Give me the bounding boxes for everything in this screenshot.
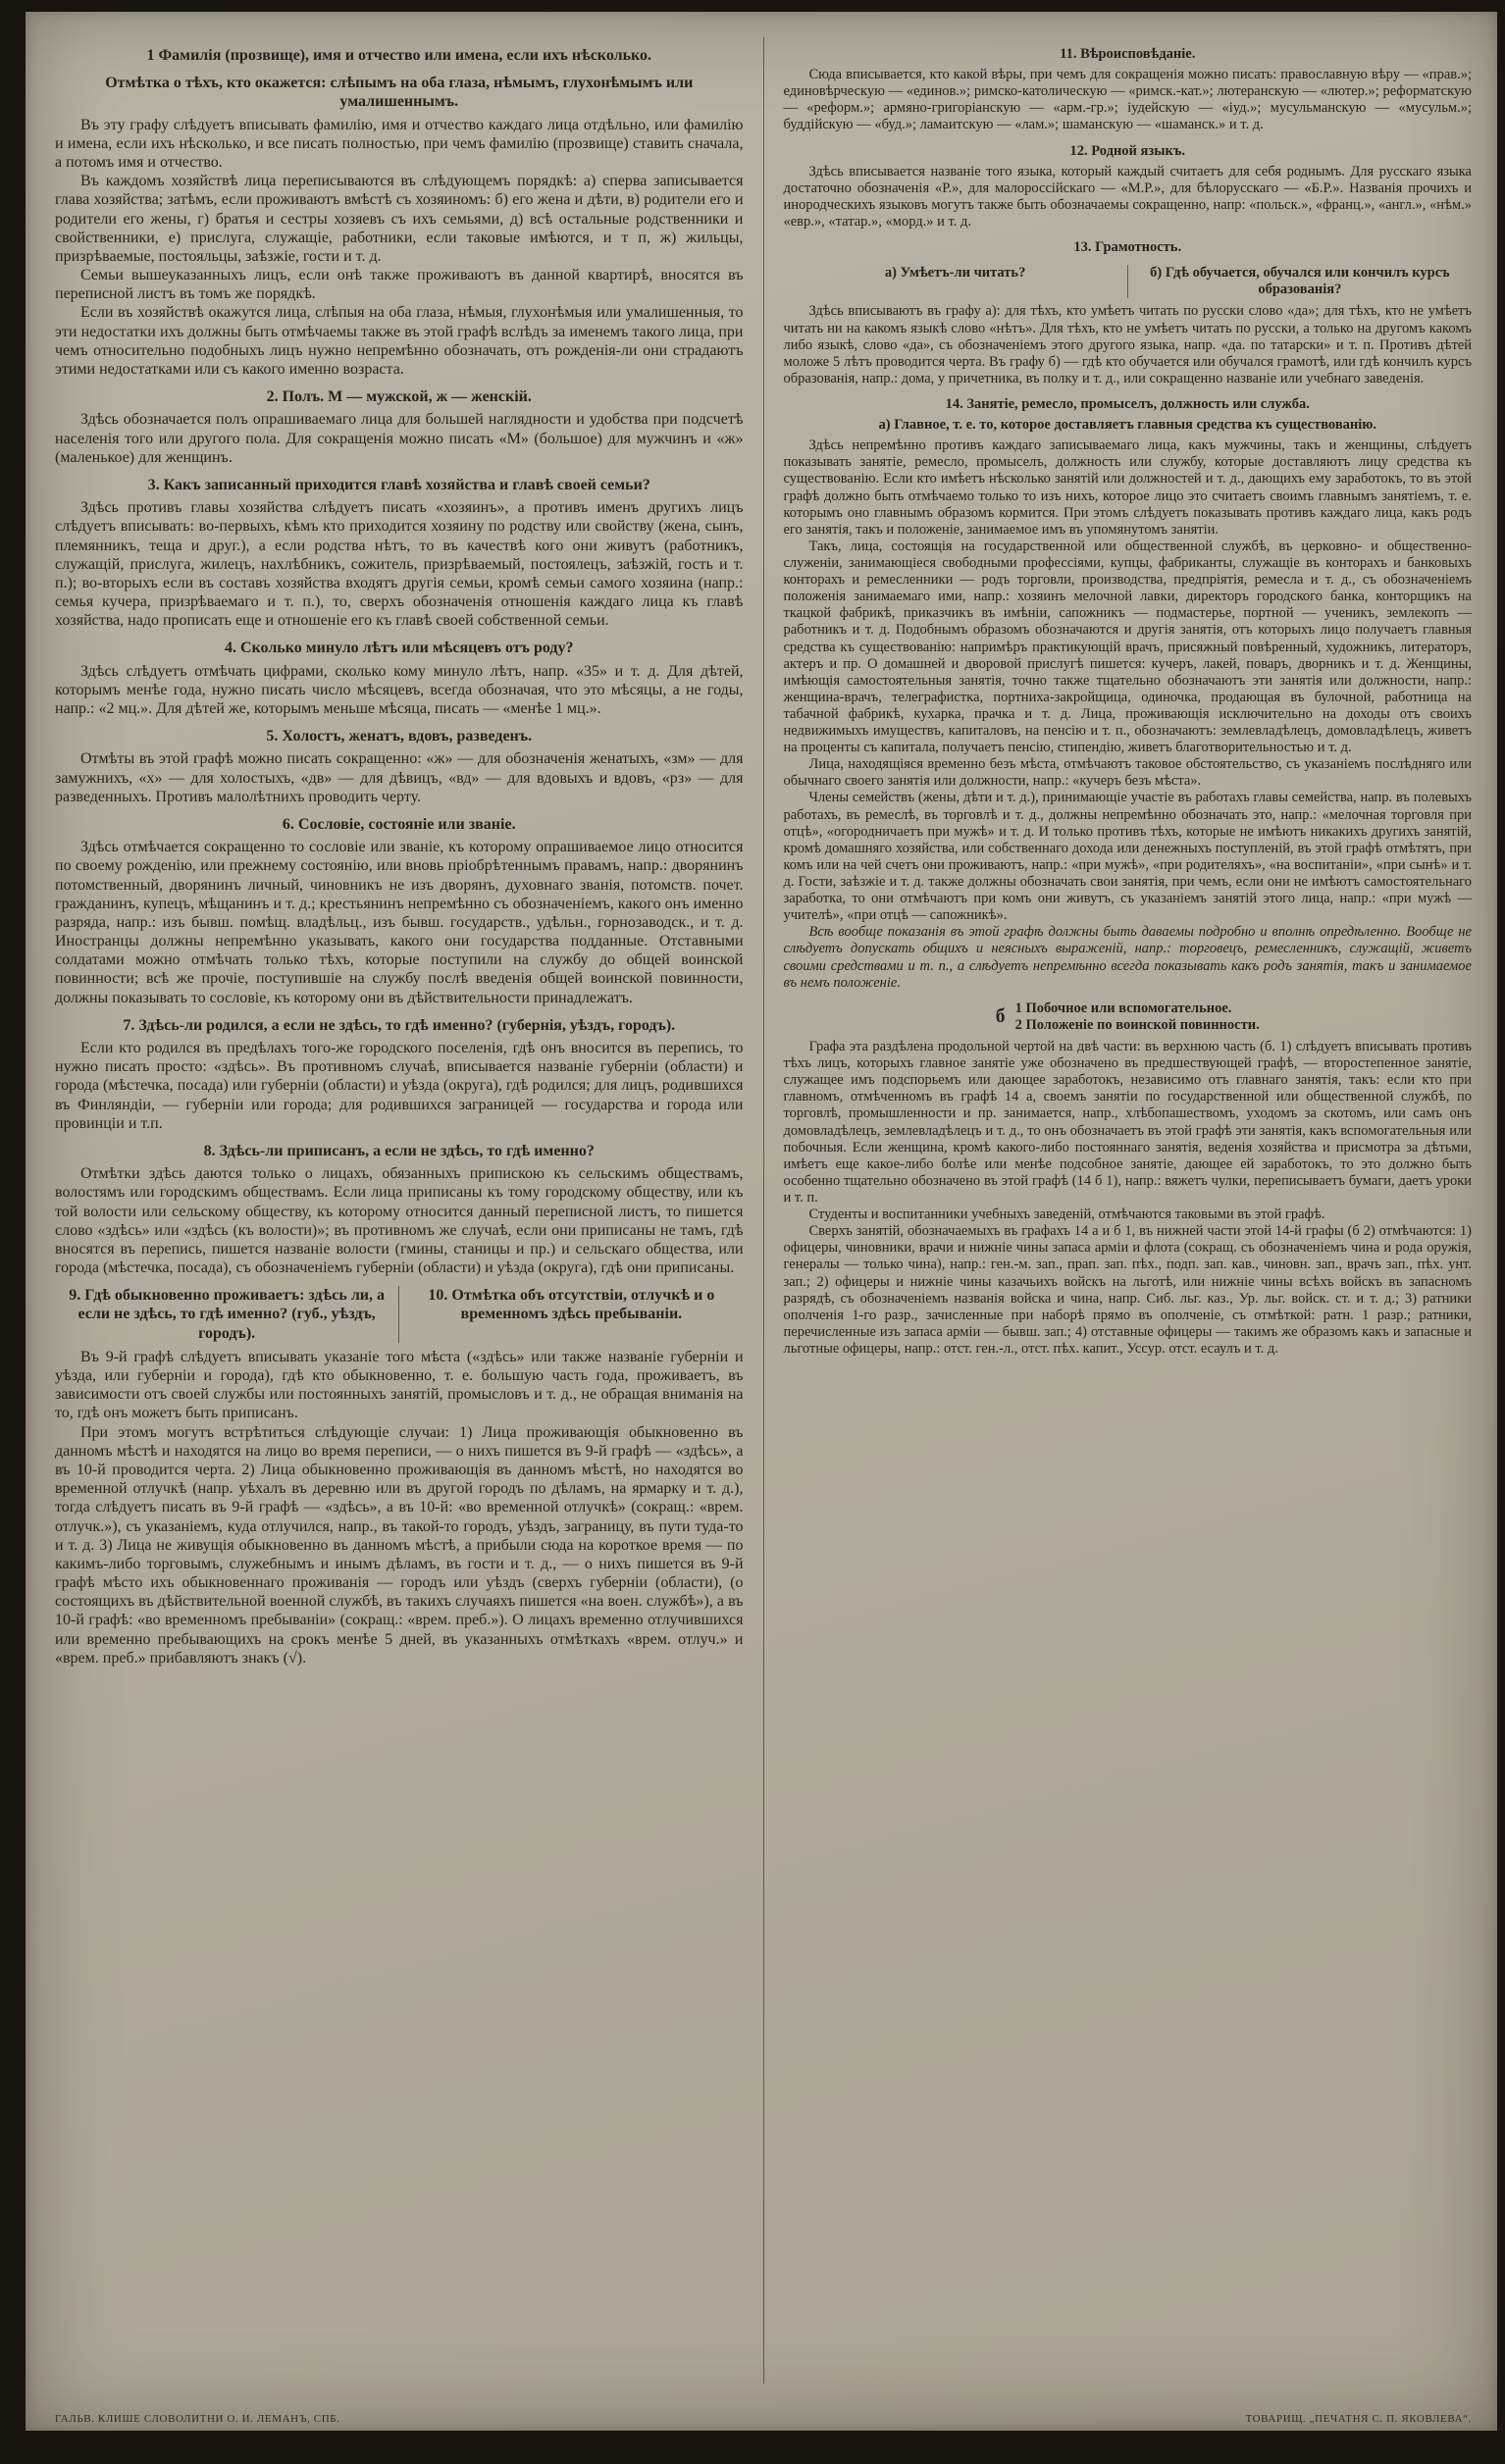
paragraph: Если въ хозяйствѣ окажутся лица, слѣпыя на оба глаза, нѣмыя, глухонѣмыя или умалишенныя, то эти недостатки ихъ должны быть отмѣчаемы также въ этой графѣ вслѣдъ за именемъ такого лица, при чемъ относительно подобныхъ лицъ нужно непремѣнно обозначать, отъ рожденія-ли они страдаютъ этими недостатками или съ какого именно возраста. [55, 304, 744, 378]
paragraph: Сюда вписывается, кто какой вѣры, при чемъ для сокращенія можно писать: православную вѣру — «прав.»; единовѣрческую — «единов.»; римско-католическую — «римск.-кат.»; лютеранскую — «лютер.»; реформатскую — «реформ.»; армяно-григоріанскую — «арм.-гр.»; іудейскую — «іуд.»; мусульманскую — «мусульм.»; буддійскую — «буд.»; ламаитскую — «лам.»; шаманскую — «шаманск.» и т. д. [783, 67, 1472, 133]
right-column [764, 37, 1473, 2384]
section-heading: а) Главное, т. е. то, которое доставляетъ главныя средства къ существованію. [878, 417, 1376, 434]
paragraph: Здѣсь отмѣчается сокращенно то сословіе или званіе, къ которому опрашиваемое лицо относится по своему рожденію, или прежнему состоянію, или вновь пріобрѣтеннымъ правамъ, напр.: дворянинъ потомственный, дворянинъ личный, чиновникъ не изъ дворянъ, духовнаго званія, потомств. почет. гражданинъ, купецъ, мѣщанинъ и т. д.; крестьянинъ непремѣнно съ обозначеніемъ, какого онъ именно разряда, напр.: изъ бывш. помѣщ. владѣльц., изъ бывш. государств., удѣльн., горнозаводск., и т. д. Иностранцы должны непремѣнно указывать, какого они государства подданные. Отставными солдатами можно отмѣчать только тѣхъ, которые поступили на службу до общей воинской повинности; всѣ же прочіе, поступившіе на службу послѣ введенія общей воинской повинности, должны показывать то сословіе, къ которому они въ дѣйствительности принадлежатъ. [55, 839, 744, 1006]
section-heading: 1 Фамилія (прозвище), имя и отчество или имена, если ихъ нѣсколько. [146, 47, 652, 64]
paragraph: Графа эта раздѣлена продольной чертой на двѣ части: въ верхнюю часть (б. 1) слѣдуетъ вписывать противъ тѣхъ лицъ, которыхъ главное занятіе уже обозначено въ предшествующей графѣ, — второстепенное занятіе, служащее имъ подспорьемъ или дающее заработокъ, независимо отъ главнаго занятія, такъ: если кто при главномъ, отмѣченномъ въ графѣ 14 а, своемъ занятіи по государственной или общественной службѣ, по торговлѣ, промышленности и пр. занимается, напр., хлѣбопашествомъ, уходомъ за скотомъ, или самъ онъ домовладѣлецъ, землевладѣлецъ и т. д., то онъ обозначаетъ въ этой графѣ эти занятія, какъ вспомогательныя или побочныя. Если женщина, кромѣ какого-либо постояннаго занятія, веденія хозяйства и присмотра за дѣтьми, имѣетъ еще какое-либо болѣе или менѣе подсобное занятіе, дающее ей заработокъ, то это должно быть особенно тщательно обозначено въ этой графѣ (14 б 1), напр.: вяжетъ чулки, переписываетъ бумаги, даетъ уроки и т. п. [783, 1039, 1472, 1206]
paragraph: Студенты и воспитанники учебныхъ заведеній, отмѣчаются таковыми въ этой графѣ. [808, 1206, 1325, 1223]
paragraph: Отмѣтки здѣсь даются только о лицахъ, обязанныхъ припискою къ сельскимъ обществамъ, волостямъ или городскимъ обществамъ. Если лица приписаны къ тому городскому обществу, или къ той волости или сельскому обществу, къ которому относится данный переписной листъ, то пишется слово «здѣсь» или «здѣсь (къ волости)»; въ противномъ же случаѣ, если они приписаны не тамъ, гдѣ вносятся въ перепись, пишется названіе волости (гмины, станицы и пр.) и сельскаго общества, или города (мѣстечка, посада), съ обозначеніемъ губерніи (области) и уѣзда (округа), гдѣ они приписаны. [55, 1165, 744, 1277]
split-heading-left: а) Умѣетъ-ли читать? [884, 265, 1026, 282]
section-heading: 7. Здѣсь-ли родился, а если не здѣсь, то гдѣ именно? (губернія, уѣздъ, городъ). [123, 1016, 676, 1034]
paragraph: Сверхъ занятій, обозначаемыхъ въ графахъ 14 а и б 1, въ нижней части этой 14-й графы (б 2) отмѣчаются: 1) офицеры, чиновники, врачи и нижніе чины запаса арміи и флота (сокращ. съ обозначеніемъ чина и рода оружія, генералы — только чина), напр.: ген.-м. зап., прап. зап. пѣх., подп. зап. кав., чиновн. зап., врачъ зап., пѣх. унт. зап.; 2) офицеры и нижніе чины казачьихъ войскъ на льготѣ, или нижніе чины всѣхъ войскъ въ запасномъ разрядѣ, съ обозначеніемъ названія войска и чина, напр. Сиб. льг. каз., Ур. льг. войск. ст. и т. д.; 3) ратники ополченія 1-го разр., зачисленные при наборѣ прямо въ ополченіе, съ отмѣткой: ратн. 1 разр.; ратники, перечисленные изъ запаса арміи — бывш. зап.; 4) отставные офицеры — такимъ же образомъ какъ и запасные и льготные офицеры, напр.: отст. ген.-л., отст. пѣх. капит., Уссур. отст. есаулъ и т. д. [783, 1223, 1472, 1357]
paragraph: Всѣ вообще показанія въ этой графѣ должны быть даваемы подробно и вполнѣ опредѣленно. Вообще не слѣдуетъ допускать общихъ и неясныхъ выраженій, напр.: торговецъ, ремесленникъ, служащій, живетъ своими средствами и т. п., а слѣдуетъ непремѣнно всегда показывать какъ родъ занятія, такъ и занимаемое въ немъ положеніе. [783, 924, 1472, 991]
paragraph: Здѣсь непремѣнно противъ каждаго записываемаго лица, какъ мужчины, такъ и женщины, слѣдуетъ показывать занятіе, ремесло, промыселъ, должность или службу, которые доставляютъ лицу средства къ существованію. Если кто имѣетъ нѣсколько занятій или должностей и т. д., дающихъ ему заработокъ, то въ этой графѣ должно быть отмѣчаемо только то изъ нихъ, которое лицо это считаетъ своимъ главнымъ занятіемъ, т. е. которымъ оно главнымъ образомъ кормится. При этомъ слѣдуетъ показывать противъ каждаго лица, какъ родъ его занятія, такъ и положеніе, занимаемое имъ въ упомянутомъ занятіи. [783, 437, 1472, 538]
brace-letter: б [995, 1006, 1006, 1028]
split-heading-right: б) Гдѣ обучается, обучался или кончилъ курсъ образованія? [1150, 265, 1450, 298]
paragraph: Если кто родился въ предѣлахъ того-же городского поселенія, гдѣ онъ вносится въ перепись, то нужно писать просто: «здѣсь». Въ противномъ случаѣ, вписывается названіе губерніи (области) и города (мѣстечка, посада) или губерніи (области) и уѣзда (округа), гдѣ родился; для лицъ, родившихся въ Финляндіи, — губерніи или города; для родившихся заграницей — государства и города или провинціи и т.п. [55, 1040, 744, 1132]
section-heading: 14. Занятіе, ремесло, промыселъ, должность или служба. [945, 395, 1310, 412]
left-column [55, 37, 763, 2384]
paragraph: Здѣсь слѣдуетъ отмѣчать цифрами, сколько кому минуло лѣтъ, напр. «35» и т. д. Для дѣтей, которымъ менѣе года, нужно писать число мѣсяцевъ, всегда обозначая, что это мѣсяцы, а не годы, напр.: «2 мц.». Для дѣтей же, которымъ меньше мѣсяца, писать — «менѣе 1 мц.». [55, 662, 744, 717]
section-heading: 3. Какъ записанный приходится главѣ хозяйства и главѣ своей семьи? [147, 476, 650, 493]
paragraph: Члены семействъ (жены, дѣти и т. д.), принимающіе участіе въ работахъ главы семейства, напр. въ полевыхъ работахъ, въ ремеслѣ, въ торговлѣ и т. д., должны непремѣнно обозначать это, напр.: «мелочная торговля при отцѣ», «огородничаетъ при мужѣ» и т. д. И только противъ тѣхъ, которые не имѣютъ никакихъ другихъ занятій, кромѣ домашняго хозяйства, или собственнаго дохода или денежныхъ поступленій, въ этой графѣ отмѣтятъ, при комъ или на чей счетъ они проживаютъ, напр.: «при мужѣ», «при родителяхъ», «на воспитаніи», «при сынѣ» и т. д. Гости, заѣзжіе и т. д. также должны обозначать свои занятія, при чемъ, если они не имѣютъ самостоятельнаго заработка, то они отмѣчаютъ при комъ они живутъ, съ указаніемъ занятій этого лица, напр.: «при мужѣ — учителѣ», «при отцѣ — сапожникѣ». [783, 790, 1472, 924]
paragraph: Здѣсь вписывается названіе того языка, который каждый считаетъ для себя роднымъ. Для русскаго языка достаточно обозначенія «Р.», для малороссійскаго — «М.Р.», для бѣлорусскаго — «Б.Р.». Названія прочихъ и инородческихъ языковъ могутъ также быть обозначаемы сокращенно, напр: «польск.», «франц.», «англ.», «нѣм.» «евр.», «татар.», «морд.» и т. д. [783, 163, 1472, 230]
split-heading [784, 265, 1473, 298]
document-page [26, 12, 1497, 2431]
printer-imprint-left: ГАЛЬВ. КЛИШЕ СЛОВОЛИТНИ О. И. ЛЕМАНЪ, СПБ. [55, 2413, 340, 2425]
page-content [55, 37, 1472, 2384]
paragraph: Здѣсь противъ главы хозяйства слѣдуетъ писать «хозяинъ», а противъ именъ другихъ лицъ слѣдуетъ вписывать: во-первыхъ, кѣмъ кто приходится хозяину по родству или свойству (жена, сынъ, племянникъ, теща и друг.), а если родства нѣтъ, то въ качествѣ кого они живутъ (работникъ, служащій, прислуга, жилецъ, нахлѣбникъ, сожитель, призрѣваемый, постоялецъ, заѣзжій, гость и т. п.); во-вторыхъ если въ составъ хозяйства входятъ другія семьи, кромѣ семьи самого хозяина (напр.: семья кучера, призрѣваемаго и т. п.), то, сверхъ обозначенія отношенія каждаго лица къ главѣ хозяйства, надо прописать еще и отношеніе его къ главѣ своей собственной семьи. [55, 499, 744, 630]
section-heading: 11. Вѣроисповѣданіе. [1060, 46, 1196, 62]
section-heading: 12. Родной языкъ. [1069, 142, 1185, 159]
section-heading: 8. Здѣсь-ли приписанъ, а если не здѣсь, то гдѣ именно? [203, 1142, 595, 1159]
split-heading-left: 9. Гдѣ обыкновенно проживаетъ: здѣсь ли, а если не здѣсь, то гдѣ именно? (губ., уѣздъ, городъ). [69, 1287, 386, 1342]
paragraph: Въ каждомъ хозяйствѣ лица переписываются въ слѣдующемъ порядкѣ: а) сперва записывается глава хозяйства; затѣмъ, если проживаютъ вмѣстѣ съ хозяиномъ: б) его жена и дѣти, в) родители его и родители его жены, г) братья и сестры хозяевъ съ ихъ семьями, д) всѣ остальные родственники и свойственники, е) прислуга, служащіе, работники, если таковые имѣются, и т п, ж) жильцы, призрѣваемые, постояльцы, заѣзжіе, гости и т. д. [55, 173, 744, 265]
paragraph: Семьи вышеуказанныхъ лицъ, если онѣ также проживаютъ въ данной квартирѣ, вносятся въ переписной листъ въ томъ же порядкѣ. [55, 267, 744, 303]
paragraph: Здѣсь обозначается полъ опрашиваемаго лица для большей наглядности и удобства при подсчетѣ населенія того или другого пола. Для сокращенія можно писать «М» (большое) для мужчинъ и «ж» (маленькое) для женщинъ. [55, 411, 744, 466]
section-heading: 13. Грамотность. [1073, 239, 1182, 256]
split-heading-right: 10. Отмѣтка объ отсутствіи, отлучкѣ и о временномъ здѣсь пребываніи. [428, 1287, 715, 1323]
printer-imprint-right: ТОВАРИЩ. „ПЕЧАТНЯ С. П. ЯКОВЛЕВА“. [1245, 2413, 1472, 2425]
paragraph: Лица, находящіяся временно безъ мѣста, отмѣчаютъ таковое обстоятельство, съ указаніемъ послѣдняго или обычнаго своего занятія или должности, напр.: «кучеръ безъ мѣста». [783, 756, 1472, 790]
paragraph: Въ 9-й графѣ слѣдуетъ вписывать указаніе того мѣста («здѣсь» или также названіе губерніи и уѣзда, или губерніи и города), гдѣ кто обыкновенно, т. е. большую часть года, проживаетъ, въ зависимости отъ своей службы или постоянныхъ занятій, промысловъ и т. д., не обращая вниманія на то, гдѣ онъ можетъ быть приписанъ. [55, 1348, 744, 1422]
paragraph: Такъ, лица, состоящія на государственной или общественной службѣ, въ церковно- и общественно-служеніи, занимающіеся свободными профессіями, купцы, фабриканты, служащіе въ конторахъ и банковыхъ конторахъ и ремесленники — родъ торговли, производства, предпріятія, ремесла и т. д., съ обозначеніемъ положенія занимаемаго ими, напр.: хозяинъ мелочной лавки, директоръ городского банка, конторщикъ на ткацкой фабрикѣ, приказчикъ въ имѣніи, сапожникъ — подмастерье, портной — ученикъ, землекопъ — работникъ и т. д. Подобнымъ образомъ обозначаются и другія занятія, отъ которыхъ лицо получаетъ главныя средства къ существованію: напримѣръ практикующій врачъ, присяжный повѣренный, художникъ, литераторъ, актеръ и пр. О домашней и дворовой прислугѣ пишется: кучеръ, лакей, поваръ, дворникъ и т. д. Женщины, имѣющія самостоятельныя занятія, точно также тщательно обозначаютъ эти занятія или должности, напр.: женщина-врачъ, телеграфистка, портниха-закройщица, одиночка, продающая въ булочной, работница на табачной фабрикѣ, кухарка, прачка и т. д. Лица, проживающія исключительно на доходы отъ своихъ недвижимыхъ имуществъ, капиталовъ, на пенсію и т. п., обозначаютъ: землевладѣлецъ, домовладѣлецъ, живетъ на проценты съ капитала, получаетъ пенсію, стипендію, живетъ благотворительностью и т. д. [783, 538, 1472, 756]
paragraph: При этомъ могутъ встрѣтиться слѣдующіе случаи: 1) Лица проживающія обыкновенно въ данномъ мѣстѣ и находятся на лицо во время переписи, — о нихъ пишется въ 9-й графѣ — «здѣсь», а въ 10-й проводится черта. 2) Лица обыкновенно проживающія въ данномъ мѣстѣ, но находятся во временной отлучкѣ (напр. уѣхалъ въ деревню или въ другой городъ по дѣламъ, на ярмарку и т. д.), тогда слѣдуетъ писать въ 9-й графѣ — «здѣсь», а въ 10-й: «во временной отлучкѣ» (сокращ.: «врем. отлучк.»), съ указаніемъ, куда отлучился, напр., въ такой-то городъ, уѣздъ, заграницу, въ пути туда-то и т. д. 3) Лица не живущія обыкновенно въ данномъ мѣстѣ, а прибыли сюда на короткое время — по какимъ-либо торговымъ, служебнымъ и инымъ дѣламъ, въ гости и т. д., — о нихъ пишется въ 9-й графѣ мѣсто ихъ обыкновеннаго проживанія — городъ или уѣздъ (сверхъ губерніи (области), (о состоящихъ въ дѣйствительной военной службѣ, въ такихъ случаяхъ пишется «на воен. службѣ»), а въ 10-й графѣ: «во временномъ пребываніи» (сокращ.: «врем. преб.»). О лицахъ временно отлучившихся или временно пребывающихъ на срокъ менѣе 5 дней, въ указанныхъ отмѣткахъ «врем. отлуч.» и «врем. преб.» прибавляютъ знакъ (√). [55, 1423, 744, 1667]
brace-line: 2 Положеніе по воинской повинности. [1014, 1016, 1260, 1033]
page-footer [55, 2413, 1472, 2425]
section-heading: 6. Сословіе, состояніе или званіе. [282, 815, 516, 833]
split-heading [55, 1286, 744, 1343]
section-heading: 2. Полъ. М — мужской, ж — женскій. [266, 388, 532, 406]
paragraph: Въ эту графу слѣдуетъ вписывать фамилію, имя и отчество каждаго лица отдѣльно, или фамилію и имена, если ихъ нѣсколько, и все писать полностью, при чемъ фамилію (прозвище) ставить сначала, а потомъ имя и отчество. [55, 116, 744, 171]
section-heading: 5. Холостъ, женатъ, вдовъ, разведенъ. [266, 728, 533, 745]
paragraph: Отмѣты въ этой графѣ можно писать сокращенно: «ж» — для обозначенія женатыхъ, «зм» — для замужнихъ, «х» — для холостыхъ, «дв» — для дѣвицъ, «вд» — для вдовыхъ и вдовъ, «рз» — для разведенныхъ. Противъ малолѣтнихъ проводить черту. [55, 750, 744, 805]
paragraph: Здѣсь вписываютъ въ графу а): для тѣхъ, кто умѣетъ читать по русски слово «да»; для тѣхъ, кто не умѣетъ читать ни на какомъ языкѣ слово «нѣтъ». Для тѣхъ, кто не умѣетъ читать по русски, а только на другомъ какомъ либо языкѣ, слово «да», съ обозначеніемъ этого другого языка, напр. «да. по татарски» и т. п. Противъ дѣтей моложе 5 лѣтъ проводится черта. Въ графу б) — гдѣ кто обучается или обучался грамотѣ, или гдѣ кончилъ курсъ образованія, напр.: дома, у причетника, въ полку и т. д., или сокращенно названіе или учебнаго заведенія. [783, 303, 1472, 386]
section-heading: Отмѣтка о тѣхъ, кто окажется: слѣпымъ на оба глаза, нѣмымъ, глухонѣмымъ или умалишеннымъ. [105, 75, 694, 111]
brace-heading [784, 1001, 1473, 1034]
brace-line: 1 Побочное или вспомогательное. [1014, 1000, 1232, 1016]
section-heading: 4. Сколько минуло лѣтъ или мѣсяцевъ отъ роду? [224, 640, 574, 657]
